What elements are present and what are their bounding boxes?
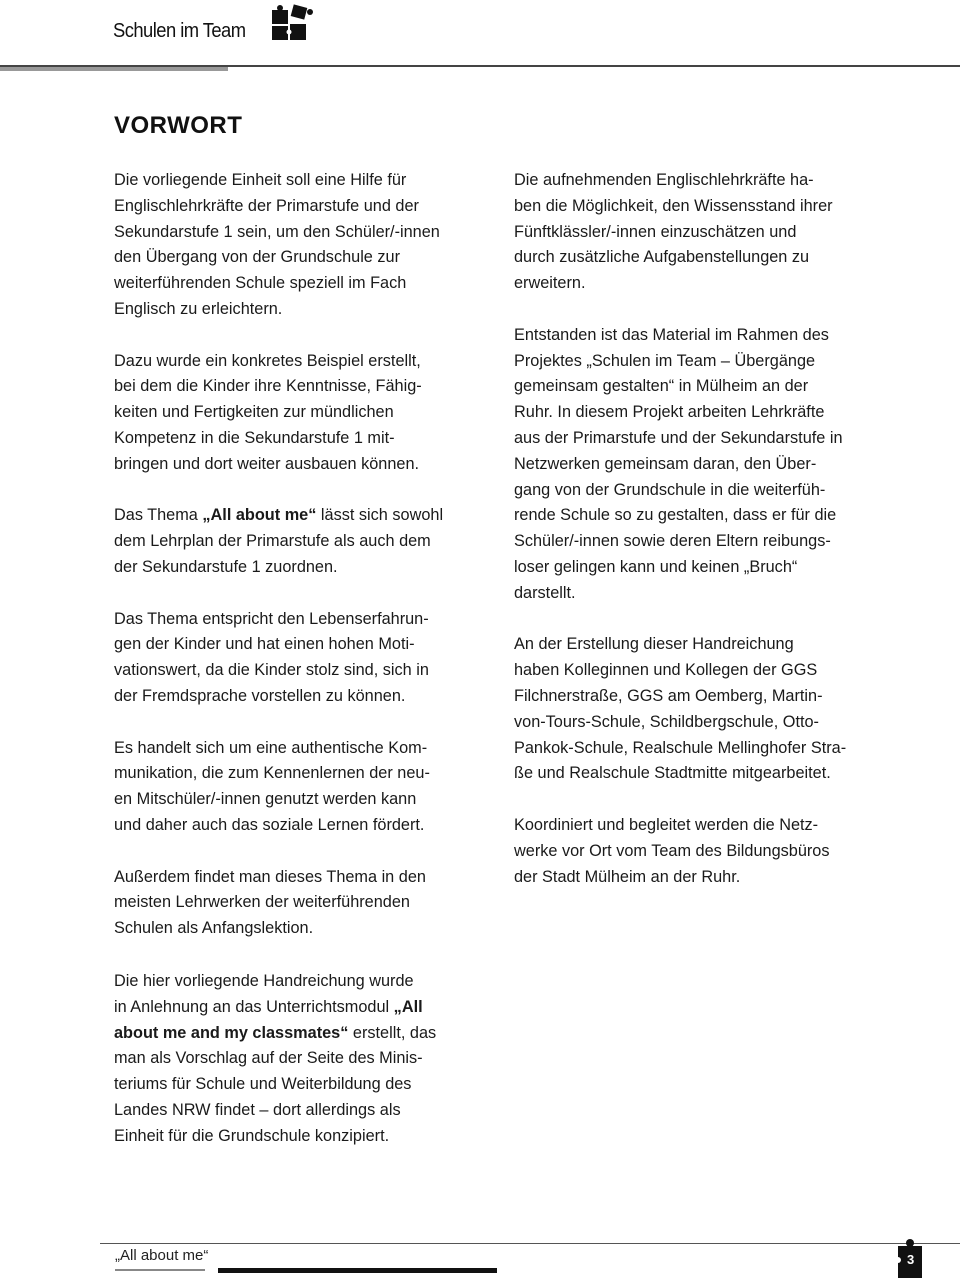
text-line: Landes NRW findet – dort allerdings als	[114, 1100, 401, 1119]
text-line: Schüler/-innen sowie deren Eltern reibungs-	[514, 532, 831, 551]
text-line: Englisch zu erleichtern.	[114, 299, 283, 318]
text-line: Kompetenz in die Sekundarstufe 1 mit-	[114, 428, 395, 447]
text-line: Die vorliegende Einheit soll eine Hilfe für	[114, 171, 407, 189]
text-line: man als Vorschlag auf der Seite des Minis-	[114, 1049, 423, 1068]
paragraph	[114, 503, 484, 580]
bold-text: about me and my classmates“	[114, 1023, 349, 1042]
text-line: der Stadt Mülheim an der Ruhr.	[514, 867, 741, 886]
text-line: der Sekundarstufe 1 zuordnen.	[114, 557, 338, 576]
text-line: haben Kolleginnen und Kollegen der GGS	[514, 661, 818, 680]
text-line: en Mitschüler/-innen genutzt werden kann	[114, 790, 417, 809]
text-line: teriums für Schule und Weiterbildung des	[114, 1075, 412, 1094]
text-line: durch zusätzliche Aufgabenstellungen zu	[514, 248, 810, 267]
closing-paragraph	[114, 969, 484, 1175]
paragraph	[114, 349, 484, 478]
text-line: Ruhr. In diesem Projekt arbeiten Lehrkräfte	[514, 403, 825, 422]
header-title: Schulen im Team	[113, 20, 246, 42]
paragraph	[114, 168, 484, 323]
text-line: aus der Primarstufe und der Sekundarstufe in	[514, 428, 843, 447]
paragraph	[514, 813, 884, 890]
bold-text: „All about me“	[202, 506, 317, 525]
page-title: VORWORT	[114, 112, 243, 139]
paragraph	[514, 323, 884, 607]
text-line: loser gelingen kann und keinen „Bruch“	[514, 557, 798, 576]
text-line: vationswert, da die Kinder stolz sind, sich in	[114, 661, 429, 680]
paragraph	[114, 736, 484, 839]
page-number-badge	[893, 1238, 927, 1280]
text-line: werke vor Ort vom Team des Bildungsbüros	[514, 841, 830, 860]
text-line: meisten Lehrwerken der weiterführenden	[114, 893, 410, 912]
text-line: Einheit für die Grundschule konzipiert.	[114, 1126, 390, 1145]
text-line: gemeinsam gestalten“ in Mülheim an der	[514, 377, 809, 396]
right-column	[514, 168, 884, 916]
text-line: den Übergang von der Grundschule zur	[114, 248, 401, 267]
text-line: dem Lehrplan der Primarstufe als auch dem	[114, 532, 431, 551]
paragraph	[514, 168, 884, 297]
text-line: bringen und dort weiter ausbauen können.	[114, 454, 420, 473]
text-line: bei dem die Kinder ihre Kenntnisse, Fähig-	[114, 377, 422, 396]
text-line: Sekundarstufe 1 sein, um den Schüler/-innen	[114, 222, 440, 241]
text-line: Entstanden ist das Material im Rahmen des	[514, 325, 829, 344]
text-line: und daher auch das soziale Lernen fördert.	[114, 815, 425, 834]
page-number: 3	[907, 1252, 915, 1267]
paragraph	[514, 632, 884, 787]
text-line: ben die Möglichkeit, den Wissensstand ihrer	[514, 196, 833, 215]
paragraph	[114, 865, 484, 942]
footer-label: „All about me“	[115, 1247, 209, 1264]
text-line: Das Thema „All about me“ lässt sich sowohl	[114, 506, 444, 525]
text-line: weiterführenden Schule speziell im Fach	[114, 274, 407, 293]
text-line: Koordiniert und begleitet werden die Netz-	[514, 815, 819, 834]
paragraph	[114, 969, 484, 1150]
text-line: Filchnerstraße, GGS am Oemberg, Martin-	[514, 686, 823, 705]
text-line: Schulen als Anfangslektion.	[114, 919, 314, 938]
text-line: der Fremdsprache vorstellen zu können.	[114, 686, 406, 705]
text-line: in Anlehnung an das Unterrichtsmodul „All	[114, 997, 423, 1016]
text-line: Die hier vorliegende Handreichung wurde	[114, 972, 414, 990]
text-line: Dazu wurde ein konkretes Beispiel erstellt,	[114, 351, 421, 370]
text-line: Fünftklässler/-innen einzuschätzen und	[514, 222, 797, 241]
text-line: keiten und Fertigkeiten zur mündlichen	[114, 403, 394, 422]
text-line: munikation, die zum Kennenlernen der neu-	[114, 764, 430, 783]
text-line: Die aufnehmenden Englischlehrkräfte ha-	[514, 171, 814, 189]
text-line: Englischlehrkräfte der Primarstufe und der	[114, 196, 419, 215]
header-accent-bar	[0, 67, 228, 71]
text-line: von-Tours-Schule, Schildbergschule, Otto-	[514, 712, 819, 731]
text-line: Das Thema entspricht den Lebenserfahrun-	[114, 609, 429, 628]
text-line: ße und Realschule Stadtmitte mitgearbeitet.	[514, 764, 831, 783]
text-line: about me and my classmates“ erstellt, das	[114, 1023, 437, 1042]
text-line: Netzwerken gemeinsam daran, den Über-	[514, 454, 817, 473]
paragraph	[114, 607, 484, 710]
text-line: erweitern.	[514, 274, 586, 293]
text-line: Pankok-Schule, Realschule Mellinghofer Stra-	[514, 738, 847, 757]
text-line: Projektes „Schulen im Team – Übergänge	[514, 351, 816, 370]
text-line: Außerdem findet man dieses Thema in den	[114, 867, 426, 886]
text-line: An der Erstellung dieser Handreichung	[514, 635, 794, 654]
bold-text: „All	[393, 997, 423, 1016]
text-line: gen der Kinder und hat einen hohen Moti-	[114, 635, 415, 654]
footer-bar	[218, 1268, 497, 1273]
text-line: darstellt.	[514, 583, 576, 602]
text-line: gang von der Grundschule in die weiterfüh-	[514, 480, 826, 499]
text-line: rende Schule so zu gestalten, dass er für die	[514, 506, 837, 525]
left-column	[114, 168, 484, 968]
puzzle-logo-icon	[270, 2, 314, 42]
footer-rule	[100, 1243, 960, 1244]
footer-underline	[115, 1269, 205, 1271]
text-line: Es handelt sich um eine authentische Kom-	[114, 738, 428, 757]
